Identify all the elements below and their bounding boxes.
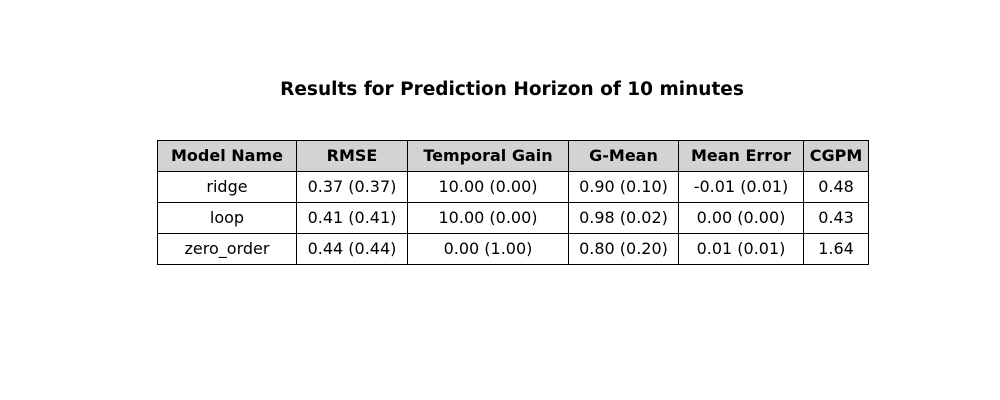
cell-mean-error: 0.01 (0.01)	[679, 234, 804, 265]
table-row	[158, 234, 869, 265]
cell-rmse: 0.44 (0.44)	[297, 234, 408, 265]
cell-temporal-gain: 0.00 (1.00)	[408, 234, 569, 265]
cell-mean-error: 0.00 (0.00)	[679, 203, 804, 234]
cell-model-name: loop	[158, 203, 297, 234]
header-rmse: RMSE	[297, 141, 408, 172]
cell-mean-error: -0.01 (0.01)	[679, 172, 804, 203]
cell-temporal-gain: 10.00 (0.00)	[408, 203, 569, 234]
cell-g-mean: 0.80 (0.20)	[569, 234, 679, 265]
cell-cgpm: 0.43	[804, 203, 869, 234]
header-mean-error: Mean Error	[679, 141, 804, 172]
table-row	[158, 172, 869, 203]
cell-cgpm: 1.64	[804, 234, 869, 265]
cell-model-name: zero_order	[158, 234, 297, 265]
cell-g-mean: 0.98 (0.02)	[569, 203, 679, 234]
cell-cgpm: 0.48	[804, 172, 869, 203]
header-cgpm: CGPM	[804, 141, 869, 172]
header-model-name: Model Name	[158, 141, 297, 172]
cell-temporal-gain: 10.00 (0.00)	[408, 172, 569, 203]
cell-model-name: ridge	[158, 172, 297, 203]
cell-rmse: 0.37 (0.37)	[297, 172, 408, 203]
header-temporal-gain: Temporal Gain	[408, 141, 569, 172]
header-row	[158, 141, 869, 172]
cell-g-mean: 0.90 (0.10)	[569, 172, 679, 203]
header-g-mean: G-Mean	[569, 141, 679, 172]
table-row	[158, 203, 869, 234]
table-title: Results for Prediction Horizon of 10 minutes	[280, 79, 744, 100]
cell-rmse: 0.41 (0.41)	[297, 203, 408, 234]
results-table	[157, 140, 869, 265]
